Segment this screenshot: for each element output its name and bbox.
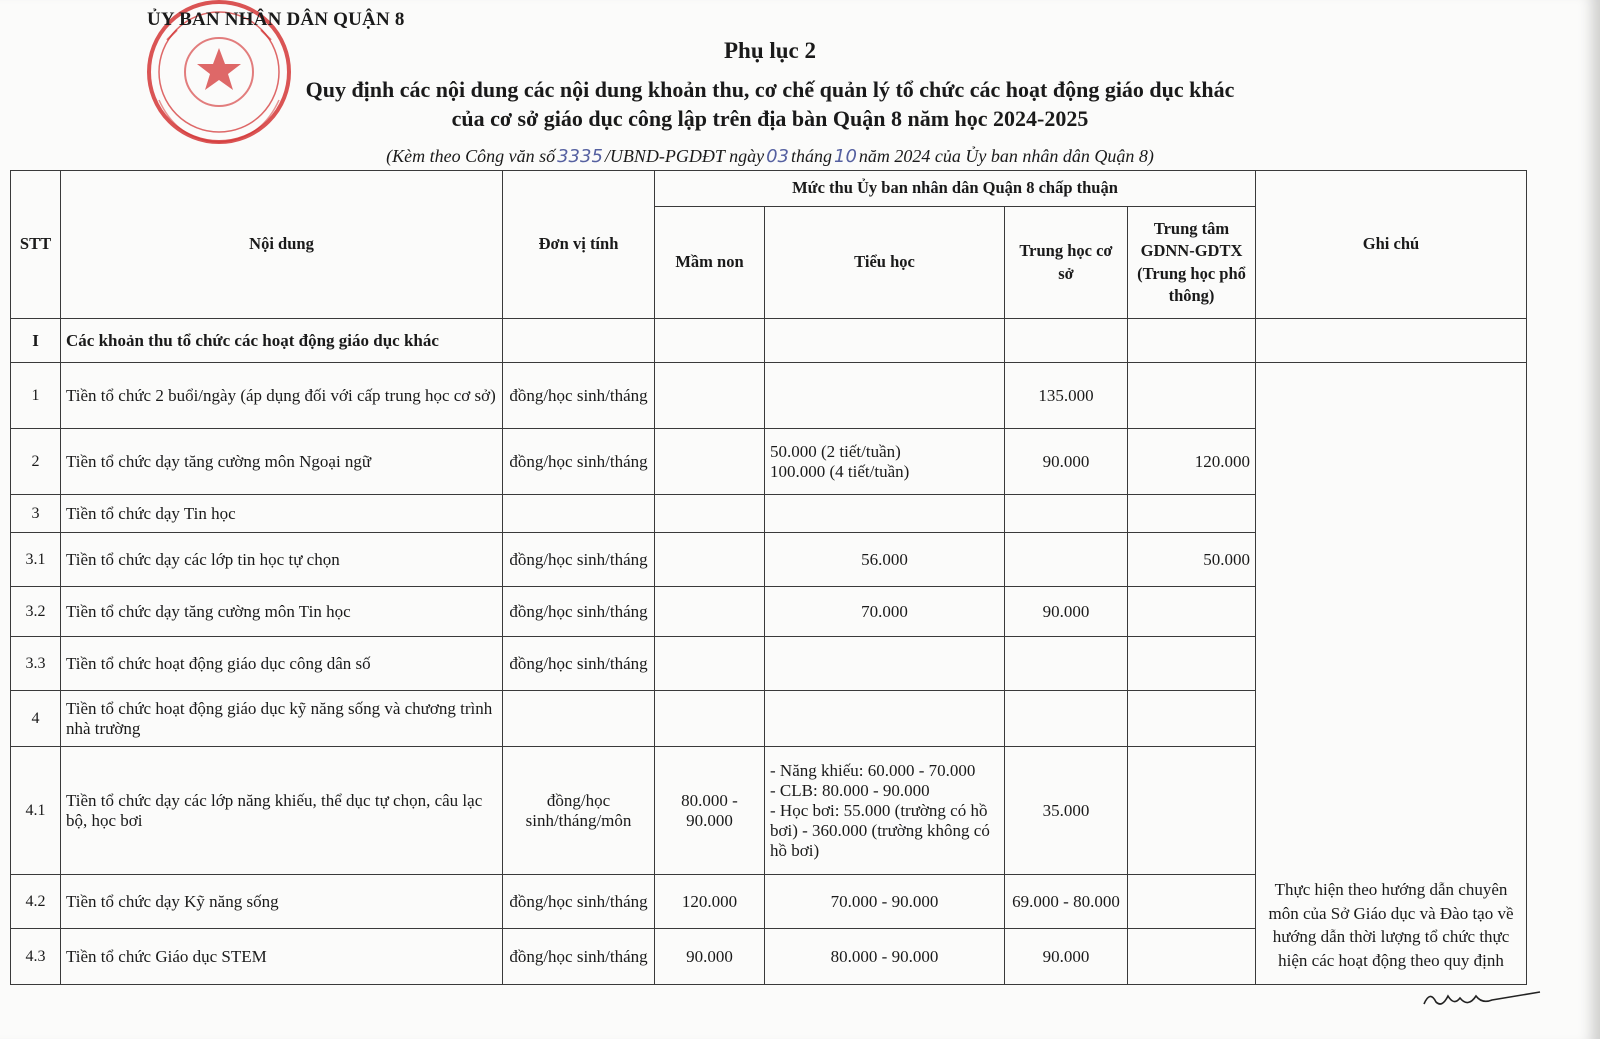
row-tieu-hoc	[765, 495, 1005, 533]
table-row	[11, 363, 1527, 429]
header-gdnn-gdtx: Trung tâm GDNN-GDTX (Trung học phổ thông)	[1128, 207, 1256, 319]
row-stt: 1	[11, 363, 61, 429]
row-mam-non	[655, 363, 765, 429]
row-content: Tiền tổ chức dạy các lớp năng khiếu, thể dục tự chọn, câu lạc bộ, học bơi	[61, 747, 503, 875]
row-tieu-hoc: 70.000	[765, 587, 1005, 637]
row-unit: đồng/học sinh/tháng	[503, 587, 655, 637]
row-stt: 3	[11, 495, 61, 533]
row-unit: đồng/học sinh/tháng	[503, 363, 655, 429]
row-unit: đồng/học sinh/tháng	[503, 929, 655, 985]
row-stt: 2	[11, 429, 61, 495]
row-gdnn	[1128, 875, 1256, 929]
row-thcs: 35.000	[1005, 747, 1128, 875]
row-tieu-hoc	[765, 691, 1005, 747]
row-mam-non	[655, 691, 765, 747]
row-unit: đồng/học sinh/tháng	[503, 533, 655, 587]
row-gdnn: 50.000	[1128, 533, 1256, 587]
row-mam-non	[655, 587, 765, 637]
header-content: Nội dung	[61, 171, 503, 319]
row-tieu-hoc: 80.000 - 90.000	[765, 929, 1005, 985]
row-unit: đồng/học sinh/tháng	[503, 637, 655, 691]
fee-table	[10, 170, 1527, 985]
row-stt: 3.1	[11, 533, 61, 587]
row-mam-non: 120.000	[655, 875, 765, 929]
signature-mark-icon	[1420, 982, 1550, 1012]
header-stt: STT	[11, 171, 61, 319]
row-content: Tiền tổ chức 2 buổi/ngày (áp dụng đối với cấp trung học cơ sở)	[61, 363, 503, 429]
row-tieu-hoc	[765, 637, 1005, 691]
handwritten-month: 10	[834, 146, 857, 167]
row-stt: 4.3	[11, 929, 61, 985]
row-gdnn	[1128, 637, 1256, 691]
row-content: Tiền tổ chức dạy tăng cường môn Tin học	[61, 587, 503, 637]
row-gdnn	[1128, 747, 1256, 875]
row-gdnn	[1128, 929, 1256, 985]
header-fee-group: Mức thu Ủy ban nhân dân Quận 8 chấp thuận	[655, 171, 1256, 207]
row-mam-non	[655, 637, 765, 691]
row-tieu-hoc: - Năng khiếu: 60.000 - 70.000 - CLB: 80.000 - 90.000 - Học bơi: 55.000 (trường có hồ bơi) - 360.000 (trường không có hồ bơi)	[765, 747, 1005, 875]
row-unit	[503, 691, 655, 747]
row-stt: 4.2	[11, 875, 61, 929]
section-row	[11, 319, 1527, 363]
row-thcs	[1005, 637, 1128, 691]
row-thcs	[1005, 691, 1128, 747]
row-thcs	[1005, 533, 1128, 587]
row-tieu-hoc: 70.000 - 90.000	[765, 875, 1005, 929]
header-unit: Đơn vị tính	[503, 171, 655, 319]
row-gdnn	[1128, 691, 1256, 747]
header-tieu-hoc: Tiểu học	[765, 207, 1005, 319]
row-thcs: 69.000 - 80.000	[1005, 875, 1128, 929]
section-title: Các khoản thu tổ chức các hoạt động giáo dục khác	[61, 319, 503, 363]
issuing-authority: ỦY BAN NHÂN DÂN QUẬN 8	[147, 9, 405, 30]
row-content: Tiền tổ chức dạy các lớp tin học tự chọn	[61, 533, 503, 587]
section-stt: I	[11, 319, 61, 363]
note-cell: Thực hiện theo hướng dẫn chuyên môn của Sở Giáo dục và Đào tạo về hướng dẫn thời lượng tổ chức thực hiện các hoạt động theo quy định	[1256, 363, 1527, 985]
row-thcs	[1005, 495, 1128, 533]
row-unit	[503, 495, 655, 533]
row-content: Tiền tổ chức hoạt động giáo dục kỹ năng sống và chương trình nhà trường	[61, 691, 503, 747]
header-note: Ghi chú	[1256, 171, 1527, 319]
row-stt: 3.2	[11, 587, 61, 637]
row-gdnn	[1128, 363, 1256, 429]
header-mam-non: Mầm non	[655, 207, 765, 319]
row-tieu-hoc	[765, 363, 1005, 429]
row-gdnn	[1128, 495, 1256, 533]
row-thcs: 90.000	[1005, 429, 1128, 495]
handwritten-doc-number: 3335	[557, 146, 603, 167]
handwritten-day: 03	[766, 146, 789, 167]
row-mam-non: 80.000 - 90.000	[655, 747, 765, 875]
row-unit: đồng/học sinh/tháng/môn	[503, 747, 655, 875]
row-content: Tiền tổ chức hoạt động giáo dục công dân số	[61, 637, 503, 691]
header-thcs: Trung học cơ sở	[1005, 207, 1128, 319]
row-mam-non: 90.000	[655, 929, 765, 985]
row-thcs: 135.000	[1005, 363, 1128, 429]
row-tieu-hoc: 50.000 (2 tiết/tuần) 100.000 (4 tiết/tuần)	[765, 429, 1005, 495]
row-gdnn: 120.000	[1128, 429, 1256, 495]
row-unit: đồng/học sinh/tháng	[503, 875, 655, 929]
row-stt: 3.3	[11, 637, 61, 691]
row-content: Tiền tổ chức Giáo dục STEM	[61, 929, 503, 985]
document-title-line1: Quy định các nội dung các nội dung khoản thu, cơ chế quản lý tổ chức các hoạt động giáo dục khác	[305, 77, 1235, 102]
row-thcs: 90.000	[1005, 587, 1128, 637]
row-tieu-hoc: 56.000	[765, 533, 1005, 587]
row-content: Tiền tổ chức dạy tăng cường môn Ngoại ngữ	[61, 429, 503, 495]
row-thcs: 90.000	[1005, 929, 1128, 985]
row-content: Tiền tổ chức dạy Kỹ năng sống	[61, 875, 503, 929]
row-mam-non	[655, 429, 765, 495]
row-stt: 4.1	[11, 747, 61, 875]
document-title-line2: của cơ sở giáo dục công lập trên địa bàn Quận 8 năm học 2024-2025	[451, 106, 1089, 131]
row-stt: 4	[11, 691, 61, 747]
row-content: Tiền tổ chức dạy Tin học	[61, 495, 503, 533]
appendix-label: Phụ lục 2	[723, 38, 817, 63]
row-mam-non	[655, 495, 765, 533]
row-gdnn	[1128, 587, 1256, 637]
row-mam-non	[655, 533, 765, 587]
document-reference: (Kèm theo Công văn số 3335 /UBND-PGDĐT ngày 03 tháng 10 năm 2024 của Ủy ban nhân dân Quận 8)	[386, 146, 1154, 167]
row-unit: đồng/học sinh/tháng	[503, 429, 655, 495]
